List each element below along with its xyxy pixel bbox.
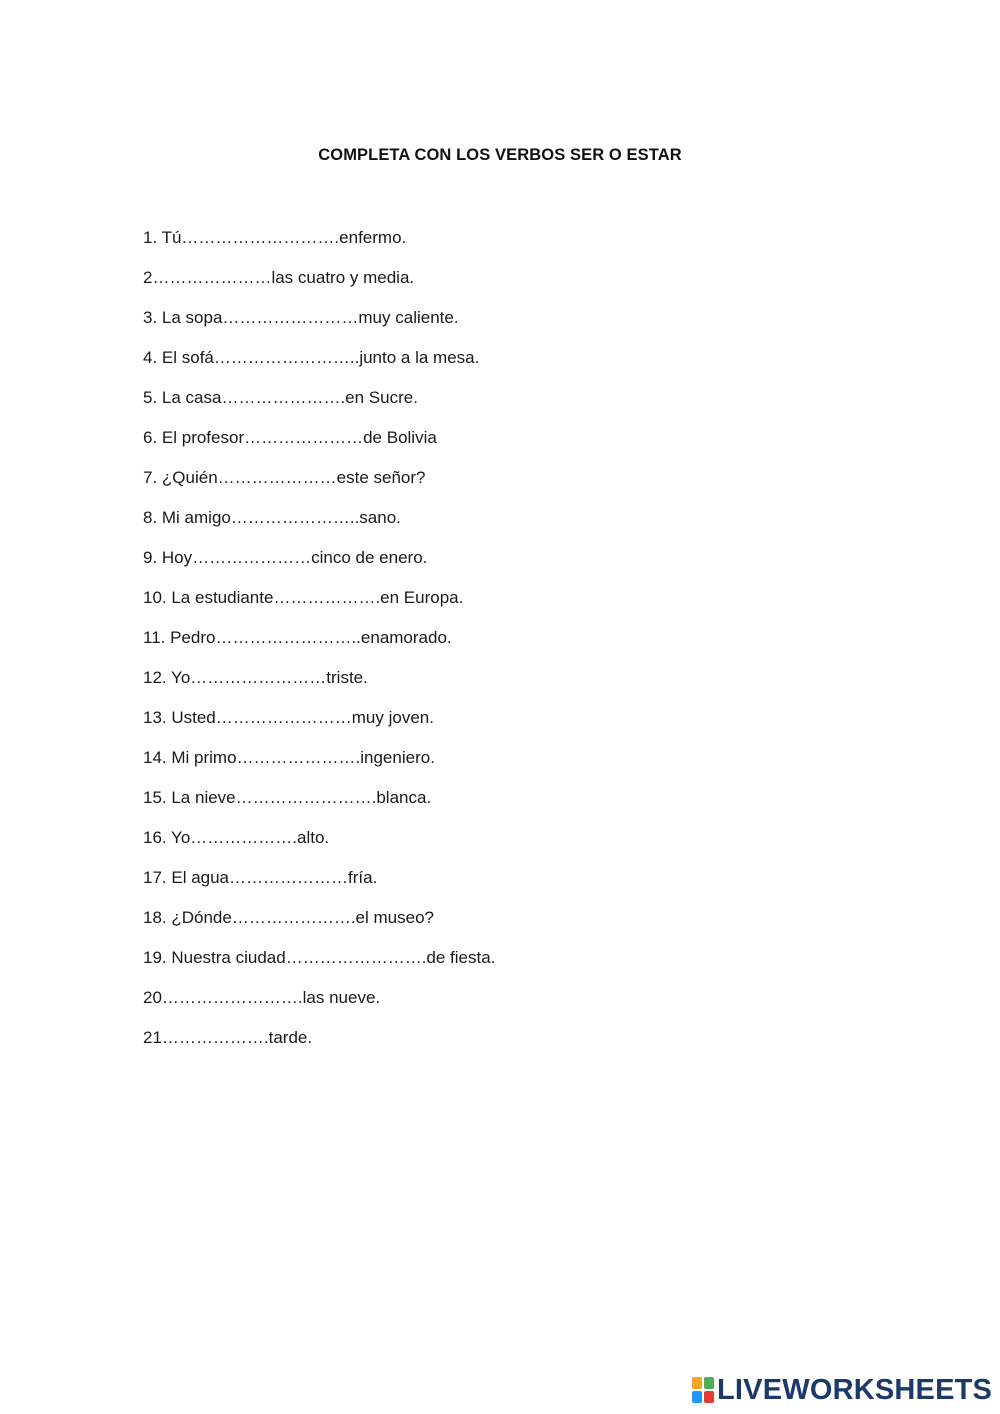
logo-text: LIVEWORKSHEETS: [717, 1374, 993, 1406]
exercise-item-20: 20…………………….las nueve.: [143, 988, 381, 1007]
exercise-item-7: 7. ¿Quién…………………este señor?: [143, 468, 426, 487]
exercise-list: [143, 226, 495, 1066]
exercise-item-12: 12. Yo……………………triste.: [143, 668, 368, 687]
exercise-item-2: 2…………………las cuatro y media.: [143, 268, 415, 287]
exercise-item-4: 4. El sofá……………………..junto a la mesa.: [143, 348, 480, 367]
page-title: COMPLETA CON LOS VERBOS SER O ESTAR: [318, 146, 682, 164]
exercise-item-9: 9. Hoy…………………cinco de enero.: [143, 548, 428, 567]
exercise-item-3: 3. La sopa……………………muy caliente.: [143, 308, 459, 327]
logo-square-icon: [692, 1391, 702, 1403]
logo-square-icon: [704, 1391, 714, 1403]
exercise-item-1: 1. Tú……………………….enfermo.: [143, 228, 407, 247]
exercise-item-19: 19. Nuestra ciudad…………………….de fiesta.: [143, 948, 496, 967]
exercise-item-14: 14. Mi primo………………….ingeniero.: [143, 748, 435, 767]
liveworksheets-logo-icon: [692, 1377, 714, 1403]
exercise-item-8: 8. Mi amigo…………………..sano.: [143, 508, 401, 527]
exercise-item-21: 21……………….tarde.: [143, 1028, 313, 1047]
exercise-item-11: 11. Pedro……………………..enamorado.: [143, 628, 452, 647]
exercise-item-13: 13. Usted……………………muy joven.: [143, 708, 434, 727]
exercise-item-18: 18. ¿Dónde………………….el museo?: [143, 908, 434, 927]
exercise-item-6: 6. El profesor…………………de Bolivia: [143, 428, 437, 447]
exercise-item-5: 5. La casa………………….en Sucre.: [143, 388, 418, 407]
exercise-item-10: 10. La estudiante……………….en Europa.: [143, 588, 464, 607]
liveworksheets-logo[interactable]: [692, 1374, 992, 1406]
exercise-item-16: 16. Yo……………….alto.: [143, 828, 330, 847]
logo-square-icon: [692, 1377, 702, 1389]
exercise-item-15: 15. La nieve…………………….blanca.: [143, 788, 432, 807]
exercise-item-17: 17. El agua…………………fría.: [143, 868, 378, 887]
logo-square-icon: [704, 1377, 714, 1389]
